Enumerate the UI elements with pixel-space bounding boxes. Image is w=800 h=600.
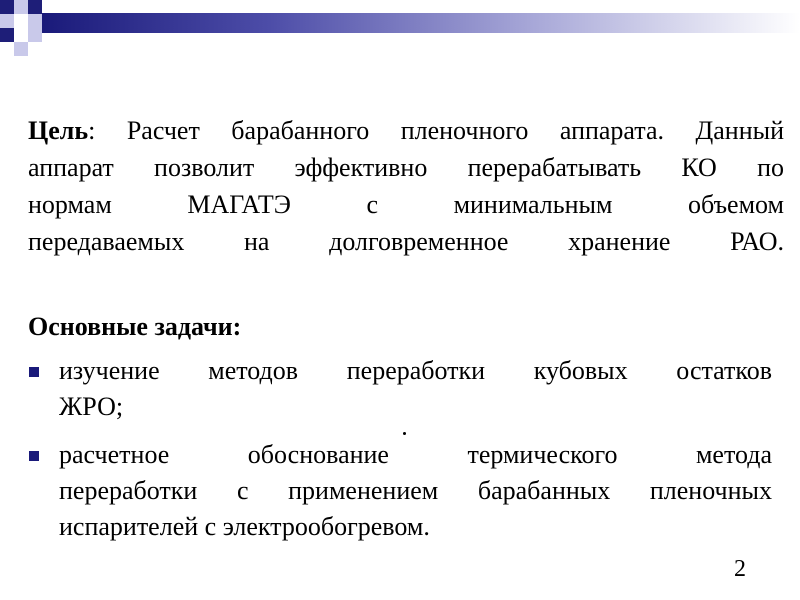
header-square: [14, 42, 28, 56]
header-square: [28, 14, 42, 28]
list-item: расчетное обоснование термического метода переработки с применением барабанных пленочных испарителей с электрообогревом.: [28, 437, 772, 545]
square-bullet-icon: [29, 367, 39, 377]
header-square: [28, 28, 42, 42]
goal-line: Цель: Расчет барабанного пленочного аппарата. Данный: [28, 116, 784, 145]
header-square: [0, 0, 14, 14]
square-bullet-icon: [29, 451, 39, 461]
header-square: [14, 14, 28, 28]
tasks-heading: Основные задачи:: [28, 312, 242, 341]
page-number: 2: [734, 556, 746, 582]
header-square: [0, 14, 14, 28]
header-gradient-bar: [42, 13, 800, 33]
header-square: [28, 0, 42, 14]
header-square: [0, 28, 14, 42]
header-square: [14, 0, 28, 14]
stray-dot: [403, 432, 406, 435]
list-item: изучение методов переработки кубовых остатков ЖРО;: [28, 353, 772, 425]
goal-line: передаваемых на долговременное хранение РАО.: [28, 227, 784, 256]
goal-label: Цель: [28, 116, 89, 145]
goal-paragraph: [28, 112, 784, 260]
goal-line: нормам МАГАТЭ с минимальным объемом: [28, 190, 784, 219]
tasks-list: [28, 353, 772, 557]
goal-line: аппарат позволит эффективно перерабатывать КО по: [28, 153, 784, 182]
